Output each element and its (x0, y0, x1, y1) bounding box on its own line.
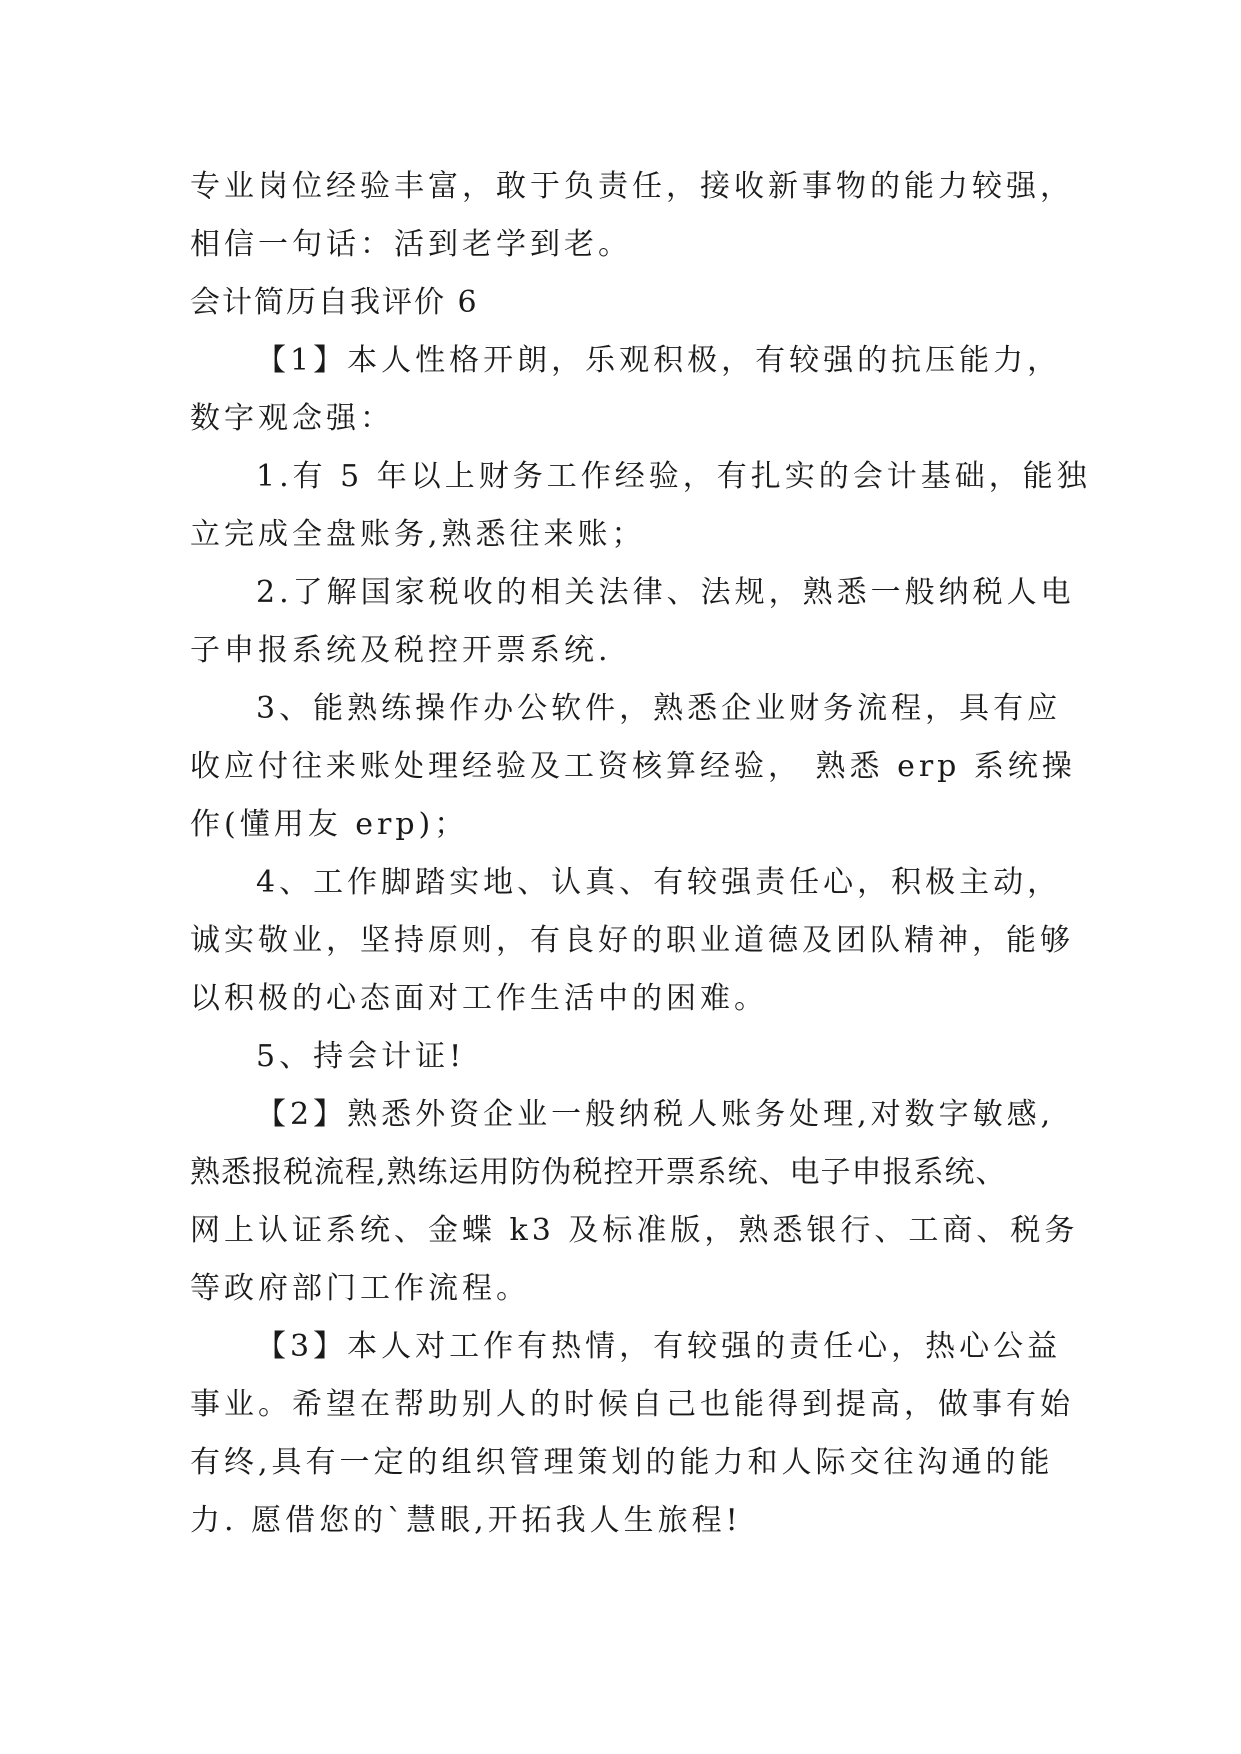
text-line: 4、工作脚踏实地、认真、有较强责任心，积极主动， (256, 865, 1062, 900)
text-line: 立完成全盘账务,熟悉往来账； (190, 517, 646, 552)
text-line: 作(懂用友 erp)； (190, 807, 469, 842)
text-line: 子申报系统及税控开票系统. (190, 633, 612, 668)
section-heading: 会计简历自我评价 6 (190, 285, 479, 320)
text-line: 1.有 5 年以上财务工作经验，有扎实的会计基础，能独 (256, 459, 1091, 494)
text-line: 2.了解国家税收的相关法律、法规，熟悉一般纳税人电 (256, 575, 1075, 610)
text-line: 以积极的心态面对工作生活中的困难。 (190, 981, 768, 1016)
text-line: 【1】本人性格开朗，乐观积极，有较强的抗压能力， (256, 343, 1062, 378)
text-line: 5、持会计证! (256, 1039, 466, 1074)
text-line: 熟悉报税流程,熟练运用防伪税控开票系统、电子申报系统、 (190, 1155, 1007, 1190)
text-line: 【2】熟悉外资企业一般纳税人账务处理,对数字敏感, (256, 1097, 1055, 1132)
text-line: 力. 愿借您的`慧眼,开拓我人生旅程! (190, 1503, 742, 1538)
text-line: 【3】本人对工作有热情，有较强的责任心，热心公益 (256, 1329, 1062, 1364)
text-line: 数字观念强： (190, 401, 394, 436)
text-line: 事业。希望在帮助别人的时候自己也能得到提高，做事有始 (190, 1387, 1074, 1422)
text-line: 专业岗位经验丰富，敢于负责任，接收新事物的能力较强， (190, 169, 1074, 204)
text-line: 诚实敬业，坚持原则，有良好的职业道德及团队精神，能够 (190, 923, 1074, 958)
text-line: 网上认证系统、金蝶 k3 及标准版，熟悉银行、工商、税务 (190, 1213, 1079, 1248)
text-line: 相信一句话：活到老学到老。 (190, 227, 632, 262)
text-line: 等政府部门工作流程。 (190, 1271, 530, 1306)
text-line: 有终,具有一定的组织管理策划的能力和人际交往沟通的能 (190, 1445, 1054, 1480)
text-line: 收应付往来账处理经验及工资核算经验， 熟悉 erp 系统操 (190, 749, 1076, 784)
text-line: 3、能熟练操作办公软件，熟悉企业财务流程，具有应 (256, 691, 1062, 726)
